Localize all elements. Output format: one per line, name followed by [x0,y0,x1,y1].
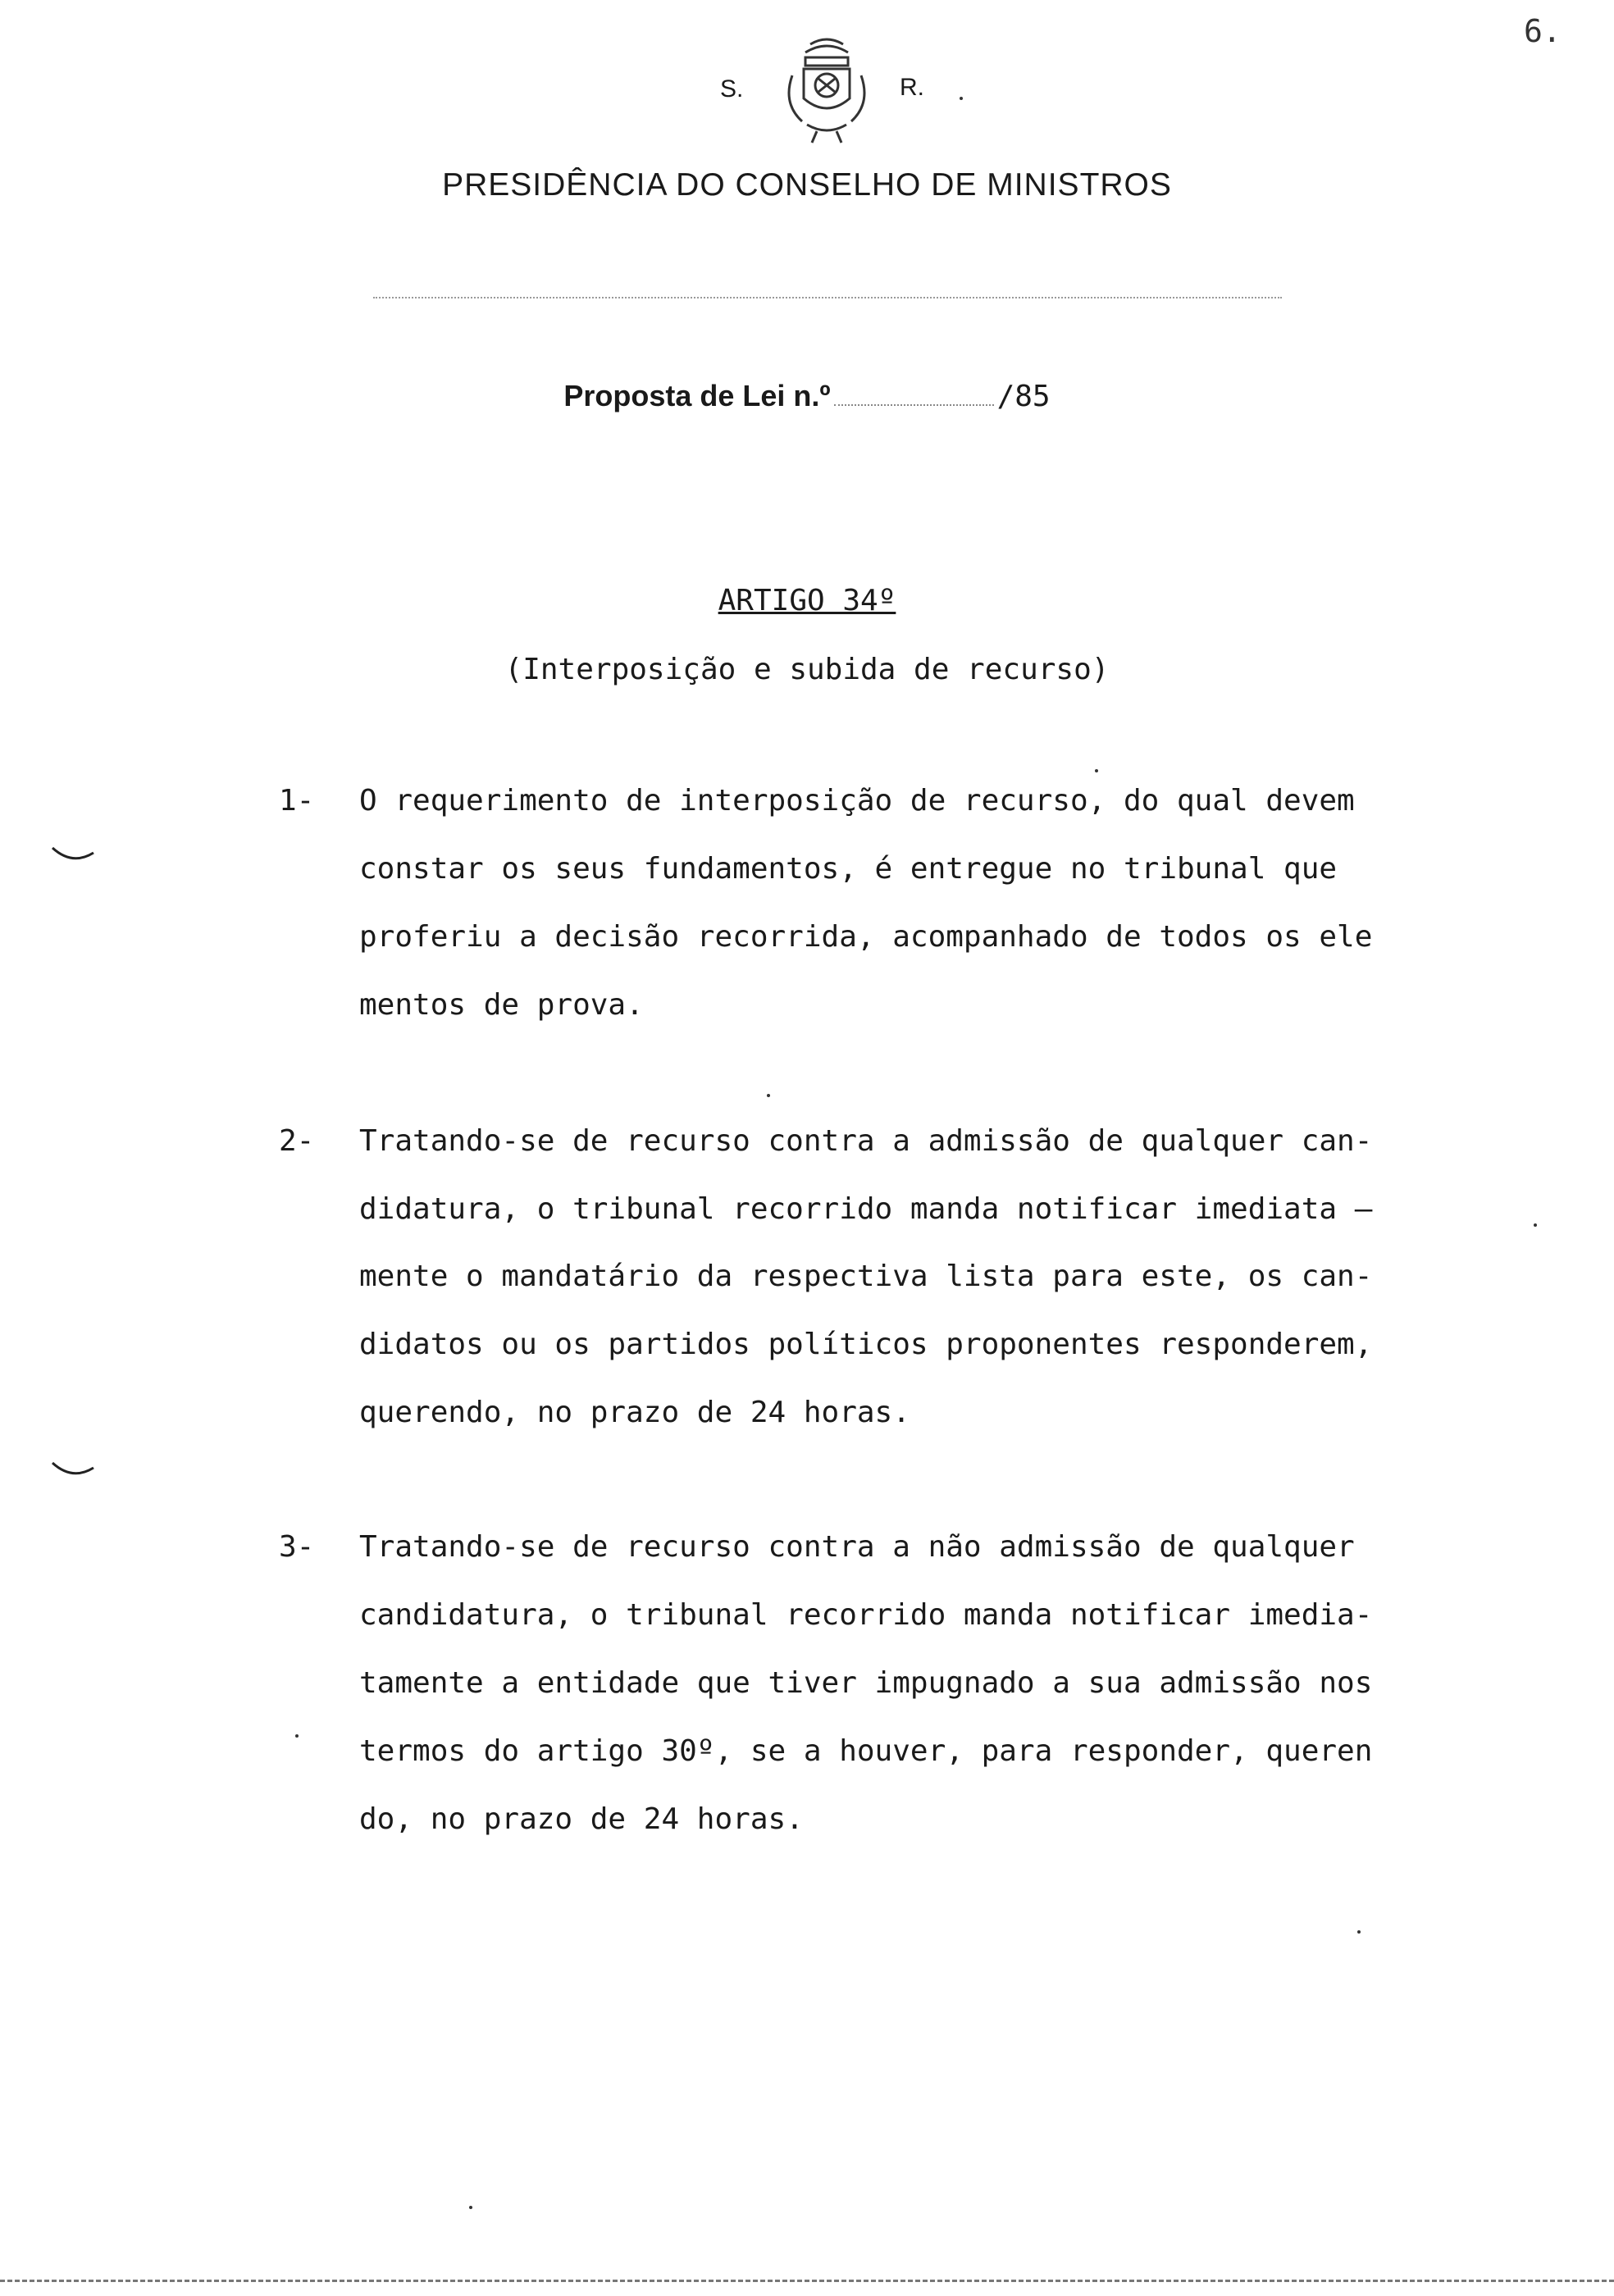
scan-speck [960,97,963,100]
proposal-line [0,379,1614,413]
scan-bottom-edge [0,2280,1614,2282]
page-number: 6. [1524,13,1562,49]
check-mark-icon [51,1460,95,1479]
paragraph-1-line: proferiu a decisão recorrida, acompanhado de todos os ele [359,920,1373,954]
proposal-label: Proposta de Lei n.º [563,379,831,412]
paragraph-1-line: constar os seus fundamentos, é entregue no tribunal que [359,852,1338,886]
scan-speck [767,1094,770,1097]
paragraph-2-line: didatos ou os partidos políticos proponentes responderem, [359,1328,1373,1361]
paragraph-3-line: Tratando-se de recurso contra a não admissão de qualquer [359,1530,1355,1564]
letterhead-s: S. [720,75,744,102]
paragraph-3-line: termos do artigo 30º, se a houver, para responder, queren [359,1734,1373,1768]
letterhead-r: R. [900,74,924,101]
check-mark-icon [51,845,95,864]
paragraph-1-line: O requerimento de interposição de recurso, do qual devem [359,784,1355,818]
paragraph-3-line: candidatura, o tribunal recorrido manda notificar imedia- [359,1598,1373,1632]
paragraph-2-number: 2- [279,1124,315,1158]
paragraph-2-line: didatura, o tribunal recorrido manda notificar imediata — [359,1192,1373,1226]
article-subtitle: (Interposição e subida de recurso) [504,653,1110,686]
coat-of-arms-icon [777,33,876,148]
scan-speck [1357,1930,1361,1934]
paragraph-3-line: do, no prazo de 24 horas. [359,1802,804,1836]
proposal-number-blank [834,404,994,406]
dotted-rule [373,297,1282,298]
paragraph-1-line: mentos de prova. [359,988,644,1022]
paragraph-1-number: 1- [279,784,315,818]
paragraph-3-number: 3- [279,1530,315,1564]
scan-speck [469,2206,472,2209]
paragraph-3-line: tamente a entidade que tiver impugnado a sua admissão nos [359,1666,1373,1700]
proposal-year: /85 [996,380,1051,413]
scan-speck [295,1734,299,1738]
scan-speck [1534,1223,1537,1227]
institution-name: PRESIDÊNCIA DO CONSELHO DE MINISTROS [442,167,1172,203]
scan-speck [1095,769,1098,772]
article-title: ARTIGO 34º [718,584,896,617]
paragraph-2-line: mente o mandatário da respectiva lista para este, os can- [359,1260,1373,1293]
paragraph-2-line: querendo, no prazo de 24 horas. [359,1396,910,1429]
paragraph-2-line: Tratando-se de recurso contra a admissão de qualquer can- [359,1124,1373,1158]
